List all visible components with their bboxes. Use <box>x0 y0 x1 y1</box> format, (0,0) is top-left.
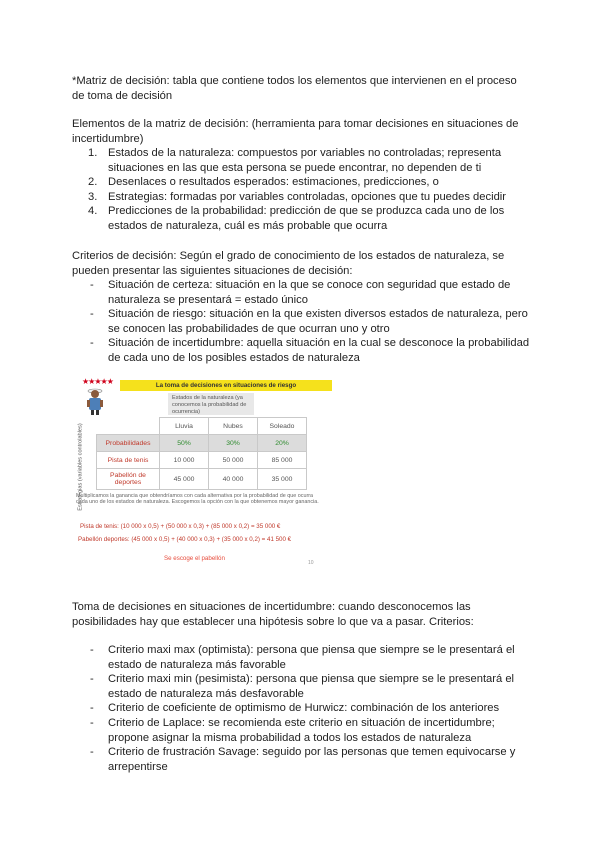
uncertainty-heading-line-1: Toma de decisiones en situaciones de incertidumbre: cuando desconocemos las <box>72 601 471 613</box>
stars-rating: ★★★★★ <box>82 377 113 386</box>
states-note-box: Estados de la naturaleza (ya conocemos la probabilidad de ocurrencia) <box>168 393 254 415</box>
decision-matrix-table <box>96 417 307 490</box>
column-header: Lluvia <box>160 418 209 435</box>
calc-pavilion: Pabellón deportes: (45 000 x 0,5) + (40 000 x 0,3) + (35 000 x 0,2) = 41 500 € <box>78 536 292 543</box>
table-header-row <box>97 418 307 435</box>
list-item-text: se conocen las probabilidades de que ocurran uno y otro <box>108 322 390 335</box>
criteria-list <box>72 278 532 366</box>
list-item <box>72 190 532 205</box>
table-cell: 50 000 <box>209 452 258 469</box>
list-marker: - <box>90 702 94 715</box>
list-item-text: Criterio de coeficiente de optimismo de Hurwicz: combinación de los anteriores <box>108 702 500 715</box>
table-cell: 50% <box>160 435 209 452</box>
slide-explanation: Multiplicamos la ganancia que obtendríamos con cada alternativa por la probabilidad de que ocurra cada uno de los estados de naturaleza. Escogemos la opción con la que obtenemos mayor ganancia. <box>76 493 319 506</box>
list-item <box>72 701 532 716</box>
list-item-text: propone asignar la misma probabilidad a todos los estados de naturaleza <box>108 731 472 744</box>
list-item-text: naturaleza se presentará = estado único <box>108 293 308 306</box>
list-item-text: Predicciones de la probabilidad: predicción de que se produzca cada uno de los <box>108 205 505 218</box>
list-item-text: Estrategias: formadas por variables controladas, opciones que tu puedes decidir <box>108 190 507 203</box>
list-marker: - <box>90 337 94 350</box>
list-item-text: estados de naturaleza, cuál es más probable que ocurra <box>108 219 388 232</box>
list-item <box>72 204 532 233</box>
list-item-text: Criterio maxi min (pesimista): persona que piensa que siempre se le presentará el <box>108 673 515 686</box>
table-row <box>97 469 307 490</box>
table-cell: 45 000 <box>160 469 209 490</box>
list-item-text: Criterio de Laplace: se recomienda este criterio en situación de incertidumbre; <box>108 716 495 729</box>
elements-list <box>72 146 532 234</box>
row-header: Probabilidades <box>97 435 160 452</box>
list-item-text: estado de naturaleza más desfavorable <box>108 687 304 700</box>
list-item <box>72 716 532 745</box>
table-row <box>97 435 307 452</box>
list-item <box>72 745 532 774</box>
list-item-text: Desenlaces o resultados esperados: estimaciones, predicciones, o <box>108 176 439 189</box>
row-header: Pabellón de deportes <box>97 469 160 490</box>
table-cell: 85 000 <box>258 452 307 469</box>
slide-conclusion: Se escoge el pabellón <box>164 555 225 562</box>
uncertainty-heading <box>72 600 532 629</box>
slide-page-mark: 10 <box>308 560 314 566</box>
list-item <box>72 307 532 336</box>
list-marker: - <box>90 716 94 729</box>
list-marker: 4. <box>88 205 98 218</box>
table-cell: 10 000 <box>160 452 209 469</box>
list-marker: - <box>90 308 94 321</box>
list-marker: 3. <box>88 190 98 203</box>
embedded-slide-image <box>74 373 336 573</box>
list-marker: - <box>90 673 94 686</box>
calc-tennis: Pista de tenis: (10 000 x 0,5) + (50 000 x 0,3) + (85 000 x 0,2) = 35 000 € <box>80 523 281 530</box>
column-header: Soleado <box>258 418 307 435</box>
list-item-text: Criterio maxi max (optimista): persona que piensa que siempre se le presentará el <box>108 644 515 656</box>
table-cell: 35 000 <box>258 469 307 490</box>
list-item-text: Situación de riesgo: situación en la que existen diversos estados de naturaleza, pero <box>108 308 528 321</box>
list-item-text: estado de naturaleza más favorable <box>108 658 286 671</box>
table-cell: 40 000 <box>209 469 258 490</box>
list-marker: 2. <box>88 176 98 189</box>
list-item-text: Estados de la naturaleza: compuestos por variables no controladas; representa <box>108 147 502 159</box>
elements-heading-line-2: incertidumbre) <box>72 132 144 145</box>
elements-heading <box>72 117 532 146</box>
uncertainty-criteria-list <box>72 643 532 774</box>
criteria-heading-line-1: Criterios de decisión: Según el grado de conocimiento de los estados de naturaleza, se <box>72 250 505 262</box>
table-row <box>97 452 307 469</box>
uncertainty-heading-line-2: posibilidades hay que establecer una hipótesis sobre lo que va a pasar. Criterios: <box>72 615 474 628</box>
list-item <box>72 146 532 175</box>
person-illustration-icon <box>84 385 106 415</box>
list-item-text: Situación de incertidumbre: aquella situación en la cual se desconoce la probabilidad <box>108 337 530 350</box>
list-marker: 1. <box>88 147 98 159</box>
list-marker: - <box>90 746 94 759</box>
list-item <box>72 336 532 365</box>
column-header: Nubes <box>209 418 258 435</box>
list-marker: - <box>90 279 94 291</box>
vertical-label-text: Estrategias (variables controlables) <box>77 423 84 511</box>
table-corner <box>97 418 160 435</box>
table-cell: 30% <box>209 435 258 452</box>
slide-title: La toma de decisiones en situaciones de riesgo <box>120 380 332 391</box>
list-item-text: situaciones en las que esta persona se puede encontrar, no dependen de ti <box>108 161 482 174</box>
criteria-heading <box>72 249 532 278</box>
list-item <box>72 175 532 190</box>
list-item <box>72 672 532 701</box>
table-cell: 20% <box>258 435 307 452</box>
row-header: Pista de tenis <box>97 452 160 469</box>
intro-line-1: *Matriz de decisión: tabla que contiene todos los elementos que intervienen en el proceso <box>72 75 517 87</box>
intro-paragraph <box>72 74 532 103</box>
elements-heading-line-1: Elementos de la matriz de decisión: (herramienta para tomar decisiones en situaciones de <box>72 118 519 130</box>
list-marker: - <box>90 644 94 656</box>
list-item <box>72 278 532 307</box>
list-item <box>72 643 532 672</box>
list-item-text: Situación de certeza: situación en la que se conoce con seguridad que estado de <box>108 279 511 291</box>
intro-line-2: de toma de decisión <box>72 89 173 102</box>
list-item-text: arrepentirse <box>108 760 168 773</box>
list-item-text: Criterio de frustración Savage: seguido por las personas que temen equivocarse y <box>108 746 516 759</box>
criteria-heading-line-2: pueden presentar las siguientes situaciones de decisión: <box>72 264 353 277</box>
list-item-text: de cada uno de los posibles estados de naturaleza <box>108 351 360 364</box>
